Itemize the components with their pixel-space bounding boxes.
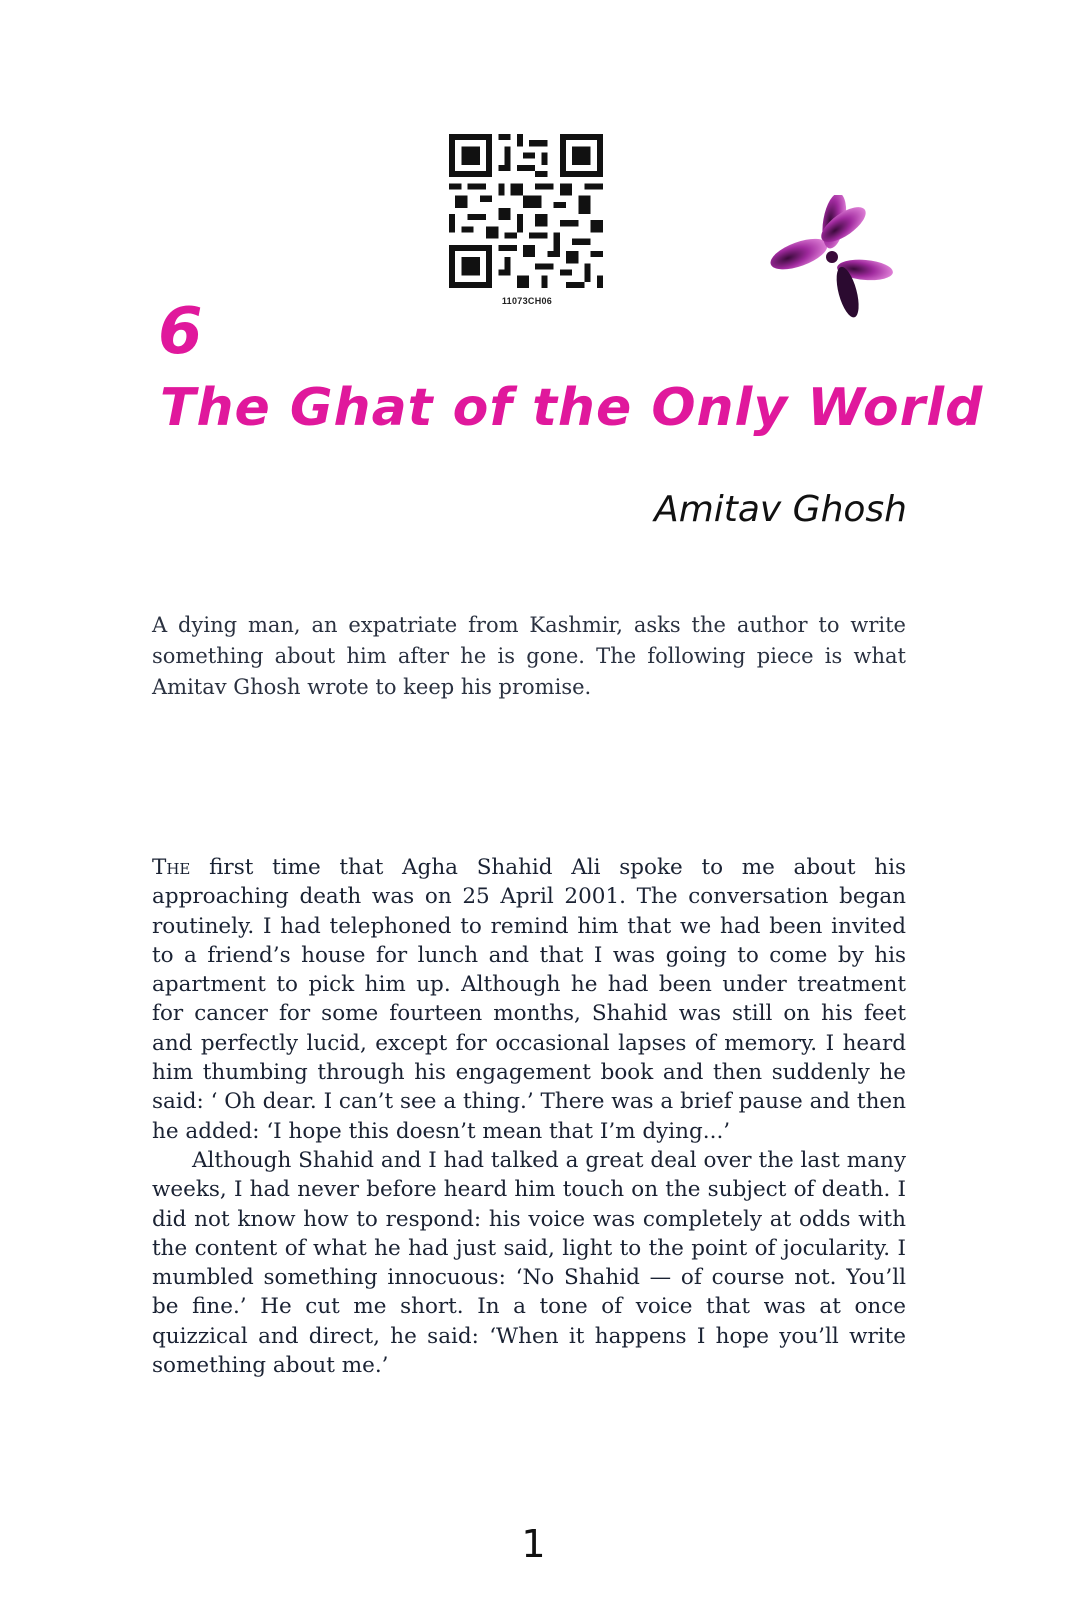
author-name: Amitav Ghosh — [654, 489, 907, 530]
flower-icon — [770, 195, 910, 335]
page-number: 1 — [521, 1522, 546, 1566]
chapter-title: The Ghat of the Only World — [160, 378, 984, 438]
paragraph-1 — [152, 853, 906, 1146]
chapter-introduction: A dying man, an expatriate from Kashmir, asks the author to write something about him after he is gone. The following piece is what Amitav Ghosh wrote to keep his promise. — [152, 613, 906, 699]
chapter-number: 6 — [158, 295, 203, 369]
paragraph-2: Although Shahid and I had talked a great deal over the last many weeks, I had never before heard him touch on the subject of death. I did not know how to respond: his voice was completely at odds with the content of what he had just said, light to the point of jocularity. I mumbled something innocuous: ‘No Shahid — of course not. You’ll be fine.’ He cut me short. In a tone of voice that was at once quizzical and direct, he said: ‘When it happens I hope you’ll write something about me.’ — [152, 1147, 906, 1379]
body-text — [152, 853, 906, 1380]
qr-code-icon — [449, 134, 603, 288]
first-word: The — [152, 855, 191, 880]
paragraph-1-text: first time that Agha Shahid Ali spoke to me about his approaching death was on 25 April 2001. The conversation began routinely. I had telephoned to remind him that we had been invited to a friend’s house for lunch and that I was going to come by his apartment to pick him up. Although he had been under treatment for cancer for some fourteen months, Shahid was still on his feet and perfectly lucid, except for occasional lapses of memory. I heard him thumbing through his engagement book and then suddenly he said: ‘ Oh dear. I can’t see a thing.’ There was a brief pause and then he added: ‘I hope this doesn’t mean that I’m dying...’ — [152, 855, 906, 1144]
qr-code-label: 11073CH06 — [501, 296, 553, 306]
qr-code-block — [449, 134, 605, 306]
